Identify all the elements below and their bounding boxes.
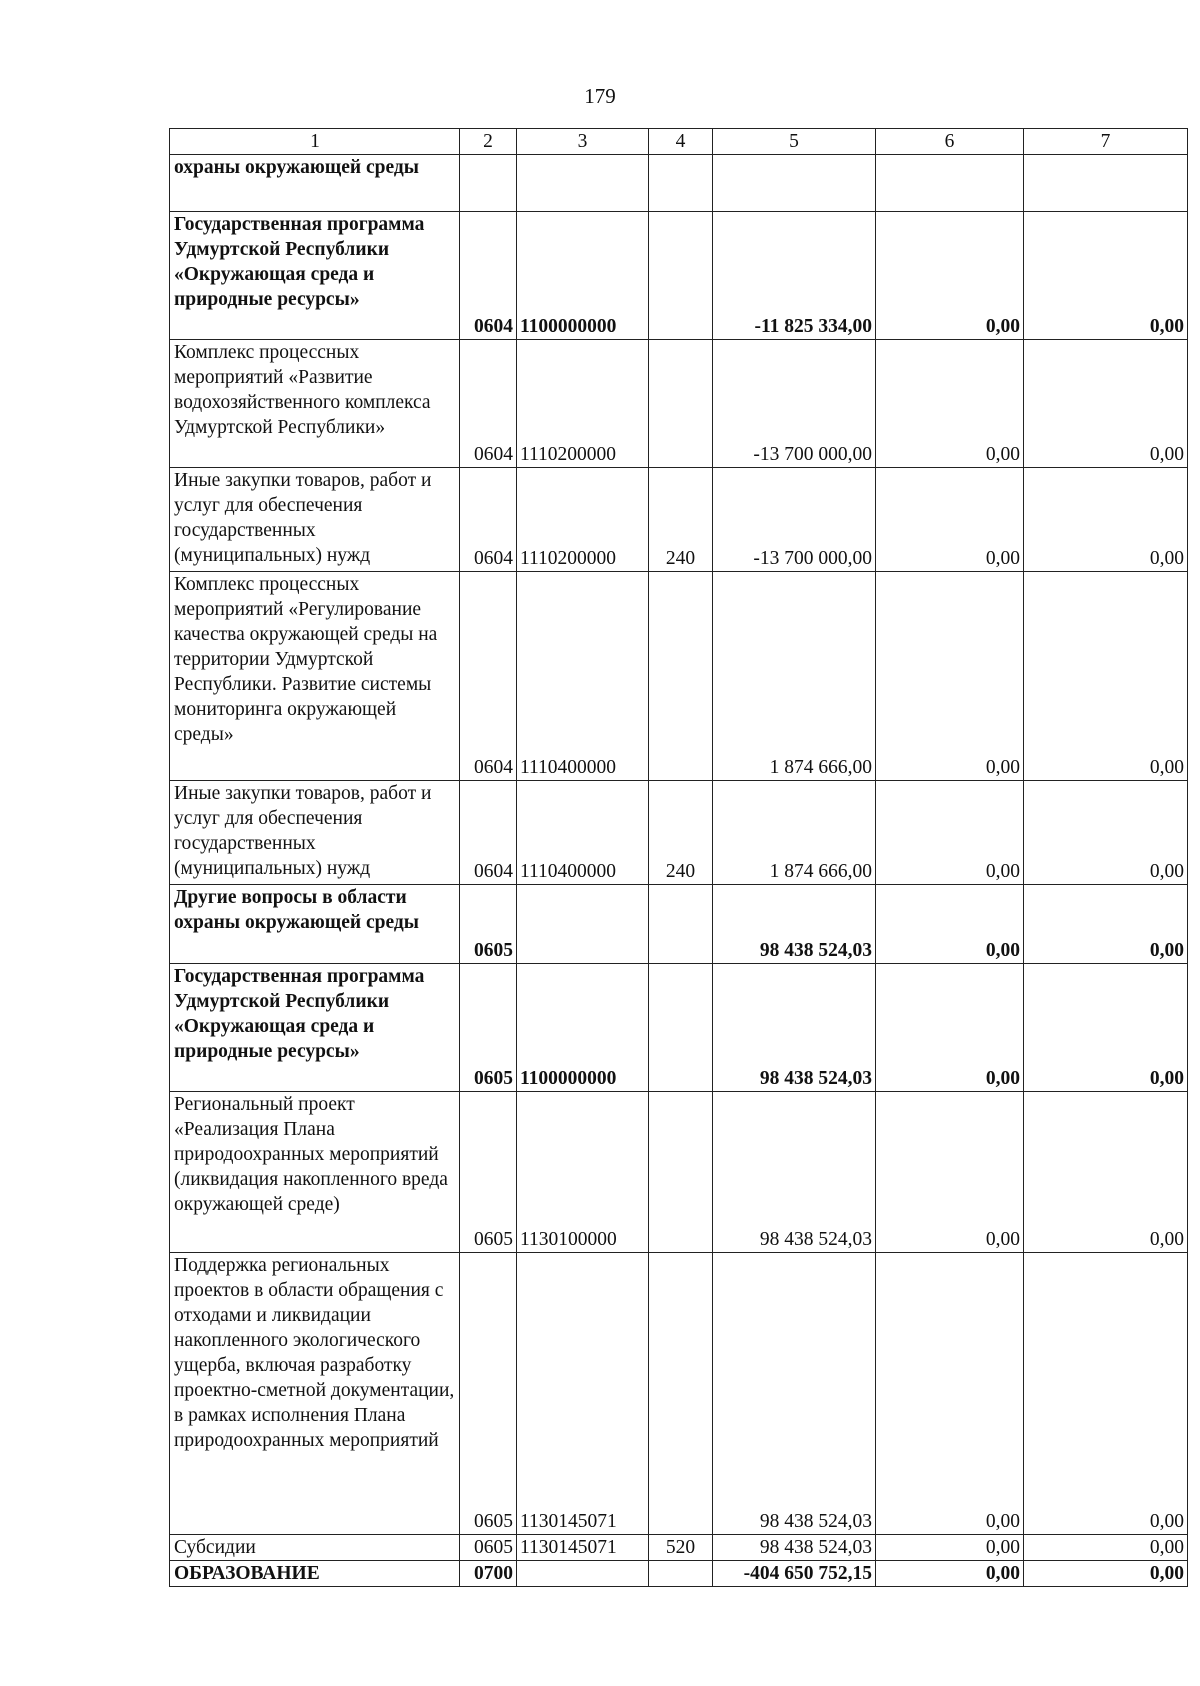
header-cell: 5 bbox=[713, 129, 876, 155]
table-row bbox=[170, 1535, 1188, 1561]
header-cell: 1 bbox=[170, 129, 460, 155]
table-row bbox=[170, 885, 1188, 964]
row-section: 0605 bbox=[460, 1535, 517, 1561]
row-sum: 98 438 524,03 bbox=[713, 964, 876, 1092]
row-section: 0604 bbox=[460, 468, 517, 572]
row-section: 0604 bbox=[460, 212, 517, 340]
row-target: 1100000000 bbox=[517, 964, 649, 1092]
row-section: 0605 bbox=[460, 1092, 517, 1253]
row-sum bbox=[713, 155, 876, 212]
header-cell: 7 bbox=[1024, 129, 1188, 155]
table-row bbox=[170, 340, 1188, 468]
row-name: Государственная программа Удмуртской Республики «Окружающая среда и природные ресурсы» bbox=[170, 212, 460, 340]
row-col7: 0,00 bbox=[1024, 885, 1188, 964]
row-name: Иные закупки товаров, работ и услуг для обеспечения государственных (муниципальных) нужд bbox=[170, 781, 460, 885]
header-cell: 3 bbox=[517, 129, 649, 155]
row-name: Государственная программа Удмуртской Республики «Окружающая среда и природные ресурсы» bbox=[170, 964, 460, 1092]
row-target bbox=[517, 885, 649, 964]
row-type: 520 bbox=[649, 1535, 713, 1561]
row-target: 1130100000 bbox=[517, 1092, 649, 1253]
table-row bbox=[170, 155, 1188, 212]
row-name: Поддержка региональных проектов в области обращения с отходами и ликвидации накопленного экологического ущерба, включая разработку проектно-сметной документации, в рамках исполнения Плана природоохранных мероприятий bbox=[170, 1253, 460, 1535]
table-row bbox=[170, 468, 1188, 572]
row-sum: 1 874 666,00 bbox=[713, 781, 876, 885]
row-target: 1130145071 bbox=[517, 1253, 649, 1535]
row-col6: 0,00 bbox=[876, 1535, 1024, 1561]
row-sum: -13 700 000,00 bbox=[713, 468, 876, 572]
row-target: 1110200000 bbox=[517, 340, 649, 468]
table-row bbox=[170, 572, 1188, 781]
table-row bbox=[170, 1253, 1188, 1535]
row-target: 1100000000 bbox=[517, 212, 649, 340]
table-row bbox=[170, 212, 1188, 340]
row-name: Субсидии bbox=[170, 1535, 460, 1561]
table-header-row bbox=[170, 129, 1188, 155]
row-col6: 0,00 bbox=[876, 781, 1024, 885]
row-col7: 0,00 bbox=[1024, 1561, 1188, 1587]
row-col7: 0,00 bbox=[1024, 781, 1188, 885]
row-sum: -11 825 334,00 bbox=[713, 212, 876, 340]
row-target bbox=[517, 155, 649, 212]
row-type bbox=[649, 155, 713, 212]
row-section: 0605 bbox=[460, 885, 517, 964]
row-col6: 0,00 bbox=[876, 572, 1024, 781]
row-name: ОБРАЗОВАНИЕ bbox=[170, 1561, 460, 1587]
row-col6: 0,00 bbox=[876, 340, 1024, 468]
table-row bbox=[170, 1092, 1188, 1253]
row-col6: 0,00 bbox=[876, 1253, 1024, 1535]
row-section: 0604 bbox=[460, 340, 517, 468]
row-name: Комплекс процессных мероприятий «Развитие водохозяйственного комплекса Удмуртской Республики» bbox=[170, 340, 460, 468]
row-type bbox=[649, 885, 713, 964]
row-col6: 0,00 bbox=[876, 1092, 1024, 1253]
table-row bbox=[170, 781, 1188, 885]
row-col7: 0,00 bbox=[1024, 212, 1188, 340]
row-target: 1110400000 bbox=[517, 781, 649, 885]
page-number: 179 bbox=[584, 84, 616, 108]
table-row bbox=[170, 964, 1188, 1092]
header-cell: 2 bbox=[460, 129, 517, 155]
row-section bbox=[460, 155, 517, 212]
row-col7: 0,00 bbox=[1024, 468, 1188, 572]
row-col7: 0,00 bbox=[1024, 1092, 1188, 1253]
row-col6: 0,00 bbox=[876, 964, 1024, 1092]
row-type bbox=[649, 1092, 713, 1253]
row-sum: -404 650 752,15 bbox=[713, 1561, 876, 1587]
row-name: Комплекс процессных мероприятий «Регулирование качества окружающей среды на территории Удмуртской Республики. Развитие системы мониторинга окружающей среды» bbox=[170, 572, 460, 781]
budget-table bbox=[169, 128, 1188, 1587]
row-col7: 0,00 bbox=[1024, 572, 1188, 781]
row-name: Другие вопросы в области охраны окружающей среды bbox=[170, 885, 460, 964]
row-col6 bbox=[876, 155, 1024, 212]
row-section: 0700 bbox=[460, 1561, 517, 1587]
row-type bbox=[649, 572, 713, 781]
row-type bbox=[649, 1561, 713, 1587]
row-target: 1130145071 bbox=[517, 1535, 649, 1561]
row-type bbox=[649, 964, 713, 1092]
header-cell: 6 bbox=[876, 129, 1024, 155]
row-col6: 0,00 bbox=[876, 885, 1024, 964]
table-row bbox=[170, 1561, 1188, 1587]
row-type bbox=[649, 1253, 713, 1535]
row-col7: 0,00 bbox=[1024, 340, 1188, 468]
row-col7 bbox=[1024, 155, 1188, 212]
row-section: 0604 bbox=[460, 781, 517, 885]
row-col7: 0,00 bbox=[1024, 1253, 1188, 1535]
row-col6: 0,00 bbox=[876, 1561, 1024, 1587]
row-target: 1110200000 bbox=[517, 468, 649, 572]
row-sum: 98 438 524,03 bbox=[713, 885, 876, 964]
row-sum: 98 438 524,03 bbox=[713, 1092, 876, 1253]
row-sum: -13 700 000,00 bbox=[713, 340, 876, 468]
row-col7: 0,00 bbox=[1024, 964, 1188, 1092]
row-type bbox=[649, 340, 713, 468]
row-target bbox=[517, 1561, 649, 1587]
row-target: 1110400000 bbox=[517, 572, 649, 781]
row-col6: 0,00 bbox=[876, 212, 1024, 340]
row-section: 0605 bbox=[460, 1253, 517, 1535]
row-name: Иные закупки товаров, работ и услуг для обеспечения государственных (муниципальных) нужд bbox=[170, 468, 460, 572]
row-type: 240 bbox=[649, 781, 713, 885]
row-type bbox=[649, 212, 713, 340]
row-type: 240 bbox=[649, 468, 713, 572]
row-sum: 98 438 524,03 bbox=[713, 1535, 876, 1561]
row-section: 0605 bbox=[460, 964, 517, 1092]
header-cell: 4 bbox=[649, 129, 713, 155]
row-col7: 0,00 bbox=[1024, 1535, 1188, 1561]
row-name: Региональный проект «Реализация Плана природоохранных мероприятий (ликвидация накопленного вреда окружающей среде) bbox=[170, 1092, 460, 1253]
row-sum: 98 438 524,03 bbox=[713, 1253, 876, 1535]
row-section: 0604 bbox=[460, 572, 517, 781]
row-sum: 1 874 666,00 bbox=[713, 572, 876, 781]
row-col6: 0,00 bbox=[876, 468, 1024, 572]
row-name: охраны окружающей среды bbox=[170, 155, 460, 212]
